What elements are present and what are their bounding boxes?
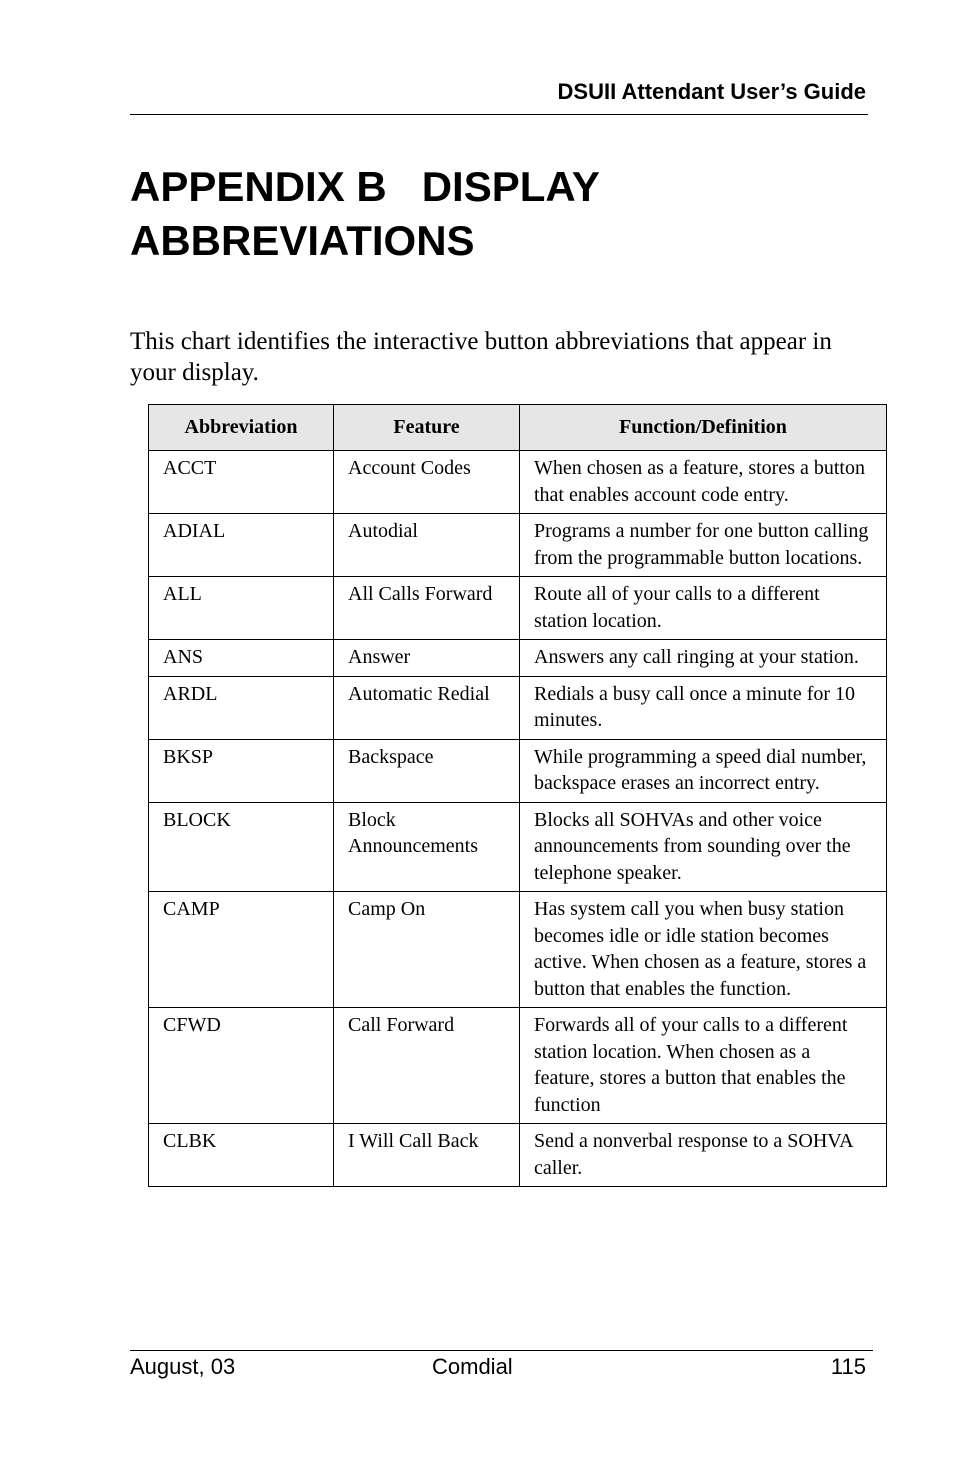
intro-paragraph: This chart identifies the interactive button abbreviations that appear in your display. bbox=[130, 328, 832, 386]
cell-abbreviation: CAMP bbox=[149, 892, 334, 1008]
table-row bbox=[149, 640, 887, 677]
cell-feature: Camp On bbox=[334, 892, 520, 1008]
header-function: Function/Definition bbox=[520, 405, 887, 451]
header-feature: Feature bbox=[334, 405, 520, 451]
table-row bbox=[149, 676, 887, 739]
cell-definition: Redials a busy call once a minute for 10 minutes. bbox=[520, 676, 887, 739]
cell-abbreviation: ACCT bbox=[149, 451, 334, 514]
footer-rule bbox=[130, 1350, 873, 1351]
title-line-2: ABBREVIATIONS bbox=[130, 217, 475, 264]
running-header: DSUII Attendant User’s Guide bbox=[557, 79, 866, 104]
cell-abbreviation: CLBK bbox=[149, 1124, 334, 1187]
cell-abbreviation: ANS bbox=[149, 640, 334, 677]
title-line-1: APPENDIX B DISPLAY bbox=[130, 163, 600, 210]
cell-feature: Account Codes bbox=[334, 451, 520, 514]
cell-definition: Send a nonverbal response to a SOHVA caller. bbox=[520, 1124, 887, 1187]
cell-feature: Call Forward bbox=[334, 1008, 520, 1124]
cell-definition: Forwards all of your calls to a different station location. When chosen as a feature, stores a button that enables the function bbox=[520, 1008, 887, 1124]
table-row bbox=[149, 451, 887, 514]
cell-definition: Blocks all SOHVAs and other voice announcements from sounding over the telephone speaker. bbox=[520, 802, 887, 892]
cell-definition: Route all of your calls to a different station location. bbox=[520, 577, 887, 640]
cell-feature: Automatic Redial bbox=[334, 676, 520, 739]
cell-definition: Answers any call ringing at your station. bbox=[520, 640, 887, 677]
cell-abbreviation: BKSP bbox=[149, 739, 334, 802]
cell-definition: Has system call you when busy station becomes idle or idle station becomes active. When chosen as a feature, stores a button that enables the function. bbox=[520, 892, 887, 1008]
cell-feature: Answer bbox=[334, 640, 520, 677]
table-row bbox=[149, 1008, 887, 1124]
page-number: 115 bbox=[830, 1354, 866, 1379]
cell-abbreviation: BLOCK bbox=[149, 802, 334, 892]
table-row bbox=[149, 892, 887, 1008]
table-header-row bbox=[149, 405, 887, 451]
footer-company: Comdial bbox=[432, 1354, 513, 1379]
table-row bbox=[149, 1124, 887, 1187]
cell-feature: Block Announcements bbox=[334, 802, 520, 892]
cell-feature: Autodial bbox=[334, 514, 520, 577]
cell-definition: While programming a speed dial number, backspace erases an incorrect entry. bbox=[520, 739, 887, 802]
table-row bbox=[149, 739, 887, 802]
cell-definition: When chosen as a feature, stores a button that enables account code entry. bbox=[520, 451, 887, 514]
abbreviations-table bbox=[148, 404, 887, 1187]
footer-date: August, 03 bbox=[130, 1354, 236, 1379]
cell-abbreviation: CFWD bbox=[149, 1008, 334, 1124]
cell-feature: Backspace bbox=[334, 739, 520, 802]
cell-feature: I Will Call Back bbox=[334, 1124, 520, 1187]
table-row bbox=[149, 577, 887, 640]
header-rule bbox=[130, 114, 868, 115]
table-row bbox=[149, 514, 887, 577]
cell-abbreviation: ALL bbox=[149, 577, 334, 640]
table-row bbox=[149, 802, 887, 892]
cell-feature: All Calls Forward bbox=[334, 577, 520, 640]
cell-definition: Programs a number for one button calling from the programmable button locations. bbox=[520, 514, 887, 577]
page-title bbox=[130, 160, 600, 268]
header-abbreviation: Abbreviation bbox=[149, 405, 334, 451]
cell-abbreviation: ADIAL bbox=[149, 514, 334, 577]
cell-abbreviation: ARDL bbox=[149, 676, 334, 739]
